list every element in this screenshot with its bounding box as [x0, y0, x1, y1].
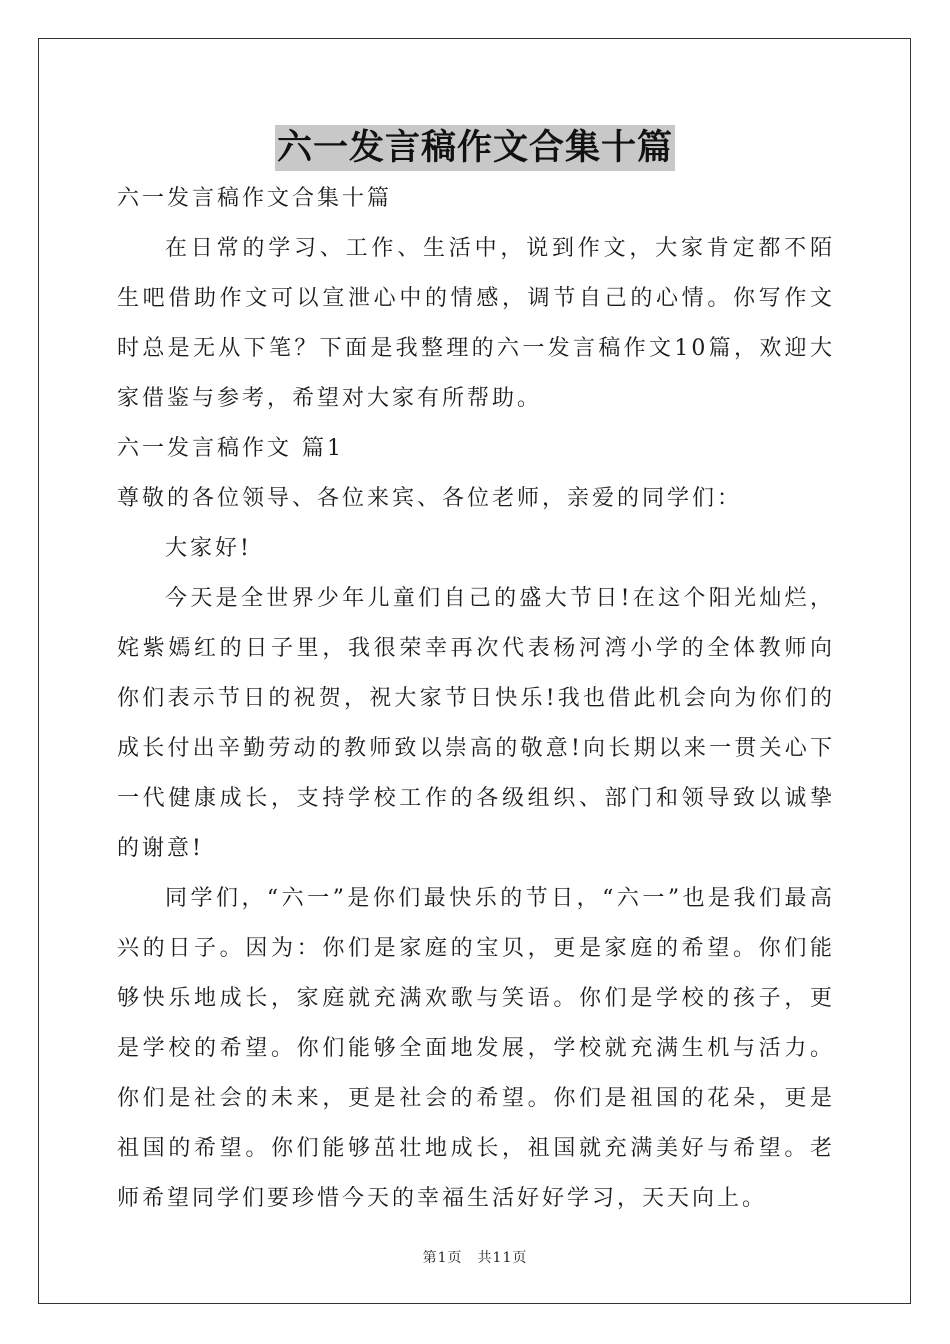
- body-paragraph: 今天是全世界少年儿童们自己的盛大节日!在这个阳光灿烂，姹紫嫣红的日子里，我很荣幸再次代表杨河湾小学的全体教师向你们表示节日的祝贺，祝大家节日快乐!我也借此机会向为你们的成长付出辛勤劳动的教师致以崇高的敬意!向长期以来一贯关心下一代健康成长，支持学校工作的各级组织、部门和领导致以诚挚的谢意!: [117, 586, 835, 861]
- document-body: [117, 174, 835, 1224]
- section-heading: 六一发言稿作文 篇1: [117, 436, 344, 461]
- document-subtitle: 六一发言稿作文合集十篇: [117, 186, 393, 211]
- document-title: 六一发言稿作文合集十篇: [275, 125, 675, 171]
- salutation: 尊敬的各位领导、各位来宾、各位老师，亲爱的同学们：: [117, 486, 743, 511]
- intro-paragraph: 在日常的学习、工作、生活中，说到作文，大家肯定都不陌生吧借助作文可以宣泄心中的情感，调节自己的心情。你写作文时总是无从下笔？下面是我整理的六一发言稿作文10篇，欢迎大家借鉴与参考，希望对大家有所帮助。: [117, 236, 835, 411]
- page-footer: 第1页 共11页: [422, 1250, 528, 1266]
- greeting: 大家好!: [165, 536, 252, 561]
- body-paragraph: 同学们，“六一”是你们最快乐的节日，“六一”也是我们最高兴的日子。因为：你们是家庭的宝贝，更是家庭的希望。你们能够快乐地成长，家庭就充满欢歌与笑语。你们是学校的孩子，更是学校的希望。你们能够全面地发展，学校就充满生机与活力。你们是社会的未来，更是社会的希望。你们是祖国的花朵，更是祖国的希望。你们能够茁壮地成长，祖国就充满美好与希望。老师希望同学们要珍惜今天的幸福生活好好学习，天天向上。: [117, 886, 835, 1211]
- title-container: [0, 125, 950, 171]
